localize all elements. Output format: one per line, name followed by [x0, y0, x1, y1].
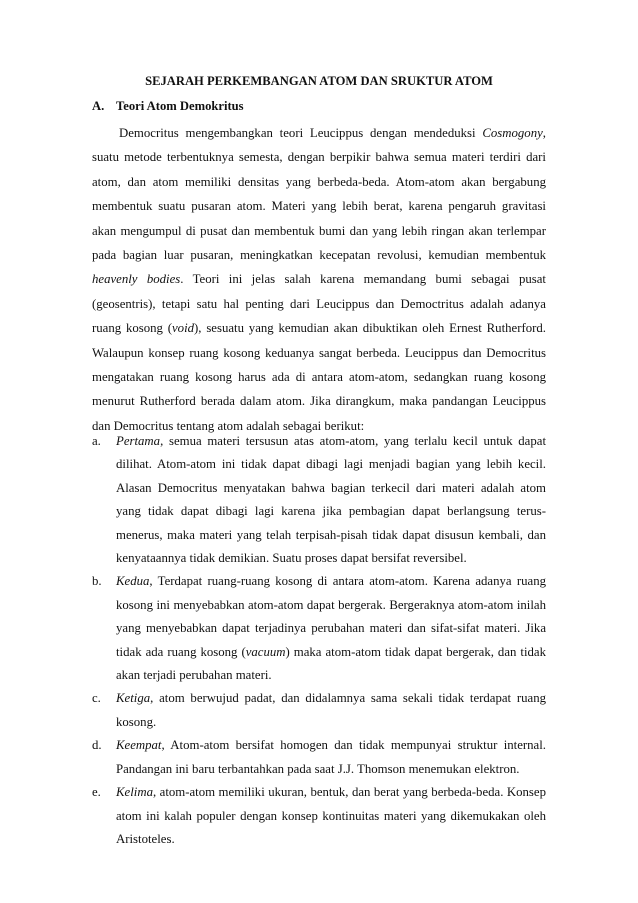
paragraph-italic: void: [172, 321, 195, 336]
list-item-text: Atom-atom bersifat homogen dan tidak mempunyai struktur internal. Pandangan ini baru terbantahkan pada saat J.J. Thomson menemukan elektron.: [116, 738, 546, 776]
list-item: [92, 430, 546, 570]
document-title: SEJARAH PERKEMBANGAN ATOM DAN SRUKTUR ATOM: [145, 74, 493, 88]
list-item-text: ) maka atom-atom tidak dapat bergerak, dan tidak akan terjadi perubahan materi.: [116, 644, 546, 683]
list-item-lead: Pertama: [116, 434, 161, 448]
section-letter: A.: [92, 99, 105, 113]
list-marker: c.: [92, 691, 101, 706]
paragraph-text: . Teori ini jelas salah karena memandang bumi sebagai pusat (geosentris), tetapi satu hal penting dari Leucippus dan Democtritus adalah adanya ruang kosong (: [92, 272, 546, 336]
list-item-lead: Keempat,: [116, 738, 165, 753]
section-heading-text: Teori Atom Demokritus: [116, 99, 244, 113]
list-item: [92, 687, 546, 734]
paragraph-italic: heavenly bodies: [92, 272, 181, 287]
list-marker: a.: [92, 434, 101, 448]
list-marker: e.: [92, 785, 101, 800]
paragraph-text: , suatu metode terbentuknya semesta, dengan berpikir bahwa semua materi terdiri dari atom, dan atom memiliki densitas yang berbeda-beda. Atom-atom akan bergabung membentuk suatu pusaran atom. Materi yang lebih berat, karena pengaruh gravitasi akan mengumpul di pusat dan membentuk bumi dan yang lebih ringan akan terlempar pada bagian luar pusaran, meningkatkan kecepatan revolusi, kemudian membentuk: [92, 126, 546, 263]
intro-paragraph: [92, 121, 546, 438]
list-marker: b.: [92, 574, 102, 589]
list-item-text: , semua materi tersusun atas atom-atom, yang terlalu kecil untuk dapat dilihat. Atom-atom ini tidak dapat dibagi lagi menjadi bagian yang lebih kecil. Alasan Democritus menyatakan bahwa bagian terkecil dari materi adalah atom yang tidak dapat dibagi lagi karena jika pembagian dapat berlangsung terus-menerus, maka materi yang telah terpisah-pisah tidak dapat disusun kembali, dan kenyataannya tidak demikian. Suatu proses dapat bersifat reversibel.: [116, 434, 546, 566]
list-item-lead: Ketiga: [116, 691, 151, 706]
views-list: [92, 430, 546, 851]
list-item-text: , atom berwujud padat, dan didalamnya sama sekali tidak terdapat ruang kosong.: [116, 691, 546, 729]
paragraph-italic: Cosmogony: [482, 126, 543, 140]
list-item-text: , Terdapat ruang-ruang kosong di antara atom-atom. Karena adanya ruang kosong ini menyebabkan atom-atom dapat bergerak. Bergeraknya atom-atom inilah yang menyebabkan dapat terjadinya perubahan materi dan sifat-sifat materi. Jika tidak ada ruang kosong (: [116, 574, 546, 659]
paragraph-text: Democritus mengembangkan teori Leucippus dengan mendeduksi: [119, 126, 483, 140]
list-item-lead: Kelima: [116, 785, 153, 800]
list-item: [92, 734, 546, 781]
list-item-italic: vacuum: [245, 644, 286, 659]
list-item: [92, 570, 546, 687]
list-item: [92, 781, 546, 851]
list-item-lead: Kedua: [116, 574, 150, 589]
paragraph-text: ), sesuatu yang kemudian akan dibuktikan oleh Ernest Rutherford. Walaupun konsep ruang kosong keduanya sangat berbeda. Leucippus dan Democritus mengatakan ruang kosong harus ada di antara atom-atom, sedangkan ruang kosong menurut Rutherford berada dalam atom. Jika dirangkum, maka pandangan Leucippus dan Democritus tentang atom adalah sebagai berikut:: [92, 321, 546, 433]
list-item-text: , atom-atom memiliki ukuran, bentuk, dan berat yang berbeda-beda. Konsep atom ini kalah populer dengan konsep kontinuitas materi yang dikemukakan oleh Aristoteles.: [116, 785, 546, 846]
section-heading: [92, 98, 244, 114]
list-marker: d.: [92, 738, 102, 753]
